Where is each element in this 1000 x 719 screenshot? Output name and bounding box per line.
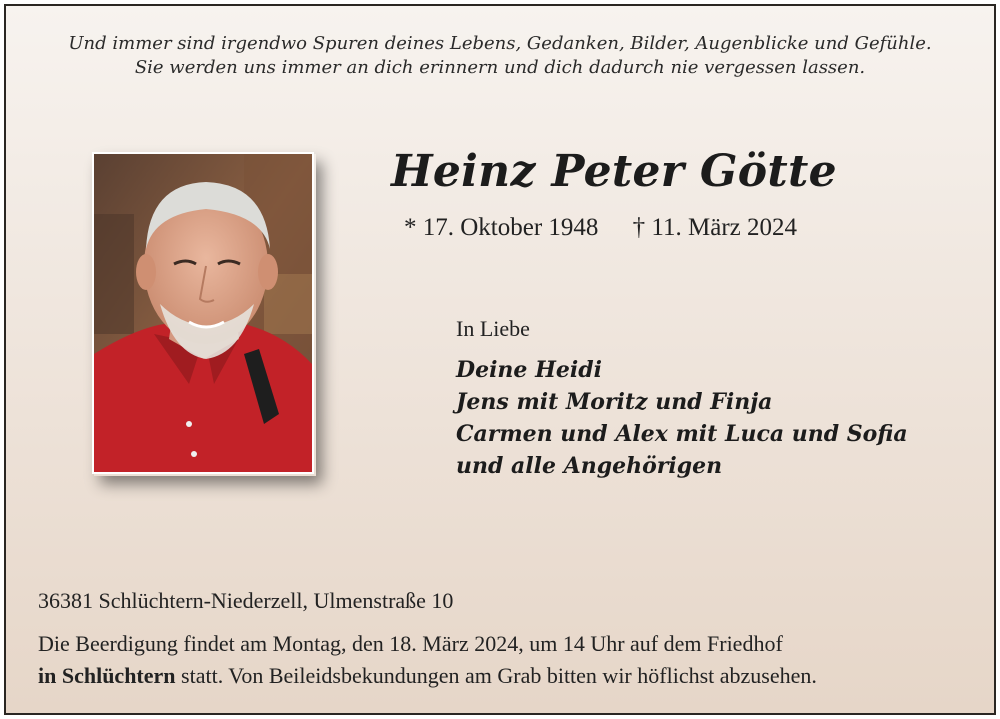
funeral-notice	[38, 628, 817, 692]
deceased-name: Heinz Peter Götte	[391, 146, 837, 197]
portrait-photo	[92, 152, 314, 474]
motto-line-1: Und immer sind irgendwo Spuren deines Lebens, Gedanken, Bilder, Augenblicke und Gefühle.	[68, 33, 932, 54]
funeral-location: in Schlüchtern	[38, 663, 176, 688]
death-date: † 11. März 2024	[632, 214, 797, 241]
obituary-card	[4, 4, 996, 715]
funeral-line-2-rest: statt. Von Beileidsbekundungen am Grab bitten wir höflichst abzusehen.	[175, 663, 817, 688]
mourners-intro: In Liebe	[456, 316, 530, 341]
funeral-line-2	[38, 660, 817, 692]
mourner-line: Jens mit Moritz und Finja	[456, 389, 773, 415]
life-dates	[404, 214, 797, 242]
mourners-list	[456, 354, 908, 482]
funeral-line-1: Die Beerdigung findet am Montag, den 18. März 2024, um 14 Uhr auf dem Friedhof	[38, 631, 783, 656]
mourner-line: und alle Angehörigen	[456, 453, 723, 479]
portrait-image	[94, 154, 312, 472]
mourner-line: Carmen und Alex mit Luca und Sofia	[456, 421, 908, 447]
motto-verse	[6, 32, 994, 80]
address: 36381 Schlüchtern-Niederzell, Ulmenstraße 10	[38, 588, 454, 613]
birth-date: * 17. Oktober 1948	[404, 214, 599, 241]
mourner-line: Deine Heidi	[456, 357, 602, 383]
motto-line-2: Sie werden uns immer an dich erinnern und dich dadurch nie vergessen lassen.	[134, 57, 866, 78]
